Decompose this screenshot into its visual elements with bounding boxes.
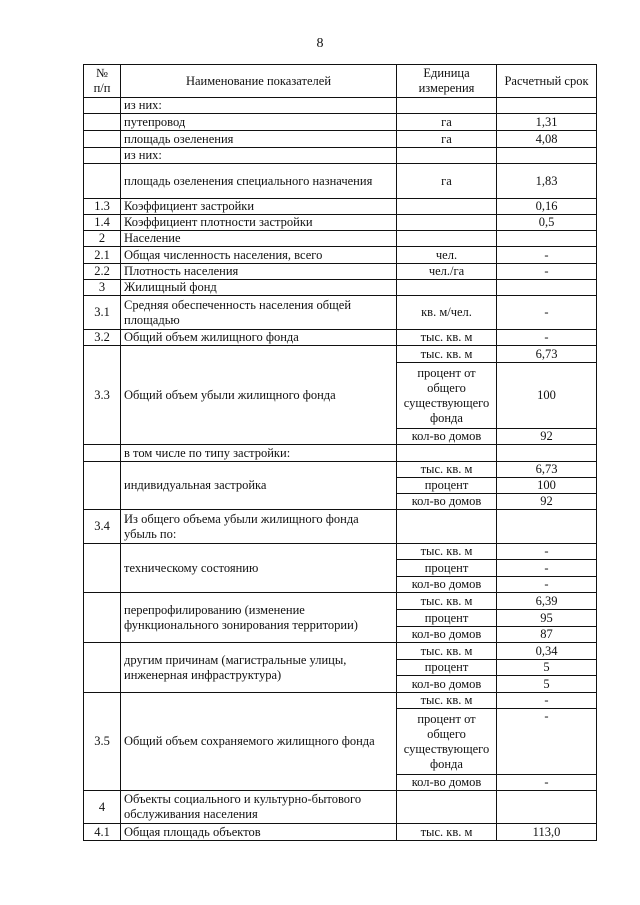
cell-value: - [497,775,597,791]
cell-num [84,148,121,164]
cell-value [497,510,597,544]
cell-num: 3.3 [84,346,121,445]
cell-name: техническому состоянию [121,544,397,593]
table-row [84,824,597,841]
cell-unit: тыс. кв. м [397,593,497,610]
cell-name: индивидуальная застройка [121,462,397,510]
cell-value: 113,0 [497,824,597,841]
table-row [84,131,597,148]
table-row [84,199,597,215]
indicators-table [83,64,597,841]
table-row [84,164,597,199]
cell-name: из них: [121,98,397,114]
cell-value: - [497,247,597,264]
table-row [84,445,597,462]
cell-name: Коэффициент плотности застройки [121,215,397,231]
cell-num [84,462,121,510]
cell-unit: га [397,131,497,148]
cell-unit [397,445,497,462]
cell-value [497,231,597,247]
cell-unit: процент [397,610,497,627]
cell-unit: кол-во домов [397,775,497,791]
header-num: № п/п [84,65,121,98]
table-row [84,264,597,280]
cell-value: - [497,544,597,560]
cell-unit [397,280,497,296]
cell-value: - [497,330,597,346]
cell-unit [397,199,497,215]
cell-name: Общий объем сохраняемого жилищного фонда [121,693,397,791]
cell-name: из них: [121,148,397,164]
cell-value: 0,16 [497,199,597,215]
cell-num: 2 [84,231,121,247]
cell-num: 2.1 [84,247,121,264]
cell-unit: тыс. кв. м [397,346,497,363]
table-row [84,296,597,330]
cell-value [497,280,597,296]
cell-unit [397,98,497,114]
cell-value: 6,73 [497,346,597,363]
cell-value: 0,34 [497,643,597,660]
cell-num: 3 [84,280,121,296]
table-row [84,148,597,164]
cell-name: Население [121,231,397,247]
cell-unit [397,231,497,247]
cell-num: 3.5 [84,693,121,791]
cell-num: 2.2 [84,264,121,280]
cell-num [84,114,121,131]
cell-unit: процент [397,560,497,577]
cell-num [84,98,121,114]
cell-unit: тыс. кв. м [397,462,497,478]
cell-unit: чел./га [397,264,497,280]
cell-unit: тыс. кв. м [397,693,497,709]
cell-name: Общий объем жилищного фонда [121,330,397,346]
table-row [84,462,597,478]
cell-value: 100 [497,363,597,429]
cell-value: 92 [497,494,597,510]
cell-name: перепрофилированию (изменение функционального зонирования территории) [121,593,397,643]
cell-unit: кол-во домов [397,577,497,593]
cell-value: 1,31 [497,114,597,131]
cell-unit: га [397,164,497,199]
cell-unit: кол-во домов [397,429,497,445]
cell-unit: кол-во домов [397,627,497,643]
cell-num [84,544,121,593]
cell-value: - [497,264,597,280]
cell-name: Жилищный фонд [121,280,397,296]
cell-num: 4.1 [84,824,121,841]
cell-name: Объекты социального и культурно-бытового обслуживания населения [121,791,397,824]
cell-unit: тыс. кв. м [397,824,497,841]
cell-value: 87 [497,627,597,643]
cell-unit [397,148,497,164]
cell-value [497,98,597,114]
cell-name: Из общего объема убыли жилищного фонда убыль по: [121,510,397,544]
cell-value: 92 [497,429,597,445]
cell-num: 1.3 [84,199,121,215]
cell-name: Коэффициент застройки [121,199,397,215]
table-row [84,510,597,544]
cell-name: площадь озеленения специального назначения [121,164,397,199]
cell-num: 3.2 [84,330,121,346]
cell-num: 1.4 [84,215,121,231]
table-row [84,346,597,363]
table-row [84,643,597,660]
cell-value [497,445,597,462]
cell-unit: тыс. кв. м [397,330,497,346]
table-header-row [84,65,597,98]
cell-unit [397,510,497,544]
table-row [84,114,597,131]
cell-unit: тыс. кв. м [397,643,497,660]
table-row [84,98,597,114]
cell-value: 0,5 [497,215,597,231]
cell-unit: га [397,114,497,131]
cell-unit: кв. м/чел. [397,296,497,330]
table-row [84,791,597,824]
cell-name: в том числе по типу застройки: [121,445,397,462]
cell-name: Плотность населения [121,264,397,280]
cell-name: Общая численность населения, всего [121,247,397,264]
cell-unit: чел. [397,247,497,264]
table-row [84,593,597,610]
cell-value: 95 [497,610,597,627]
cell-unit: процент [397,660,497,676]
cell-value: - [497,577,597,593]
cell-value: 6,73 [497,462,597,478]
cell-value: 100 [497,478,597,494]
cell-num [84,164,121,199]
cell-value: 6,39 [497,593,597,610]
page-number: 8 [316,36,324,51]
cell-unit: кол-во домов [397,676,497,693]
table-row [84,280,597,296]
header-name: Наименование показателей [121,65,397,98]
cell-value: 1,83 [497,164,597,199]
cell-num [84,643,121,693]
cell-value: - [497,296,597,330]
cell-name: путепровод [121,114,397,131]
cell-value: 4,08 [497,131,597,148]
cell-value: - [497,560,597,577]
cell-name: другим причинам (магистральные улицы, инженерная инфраструктура) [121,643,397,693]
cell-unit: процент от общего существующего фонда [397,363,497,429]
cell-unit: тыс. кв. м [397,544,497,560]
cell-num: 3.4 [84,510,121,544]
table-row [84,231,597,247]
table-body [84,98,597,841]
table-row [84,544,597,560]
cell-num: 3.1 [84,296,121,330]
cell-value: 5 [497,676,597,693]
table-row [84,215,597,231]
header-value: Расчетный срок [497,65,597,98]
cell-num [84,131,121,148]
cell-unit: процент от общего существующего фонда [397,709,497,775]
cell-num: 4 [84,791,121,824]
cell-value: - [497,709,597,775]
cell-value: - [497,693,597,709]
cell-unit: кол-во домов [397,494,497,510]
cell-value: 5 [497,660,597,676]
header-unit: Единица измерения [397,65,497,98]
table-row [84,693,597,709]
cell-unit [397,215,497,231]
cell-value [497,148,597,164]
table-row [84,247,597,264]
cell-num [84,445,121,462]
table-row [84,330,597,346]
cell-name: площадь озеленения [121,131,397,148]
cell-num [84,593,121,643]
cell-value [497,791,597,824]
cell-name: Средняя обеспеченность населения общей площадью [121,296,397,330]
cell-name: Общий объем убыли жилищного фонда [121,346,397,445]
cell-unit: процент [397,478,497,494]
cell-name: Общая площадь объектов [121,824,397,841]
cell-unit [397,791,497,824]
